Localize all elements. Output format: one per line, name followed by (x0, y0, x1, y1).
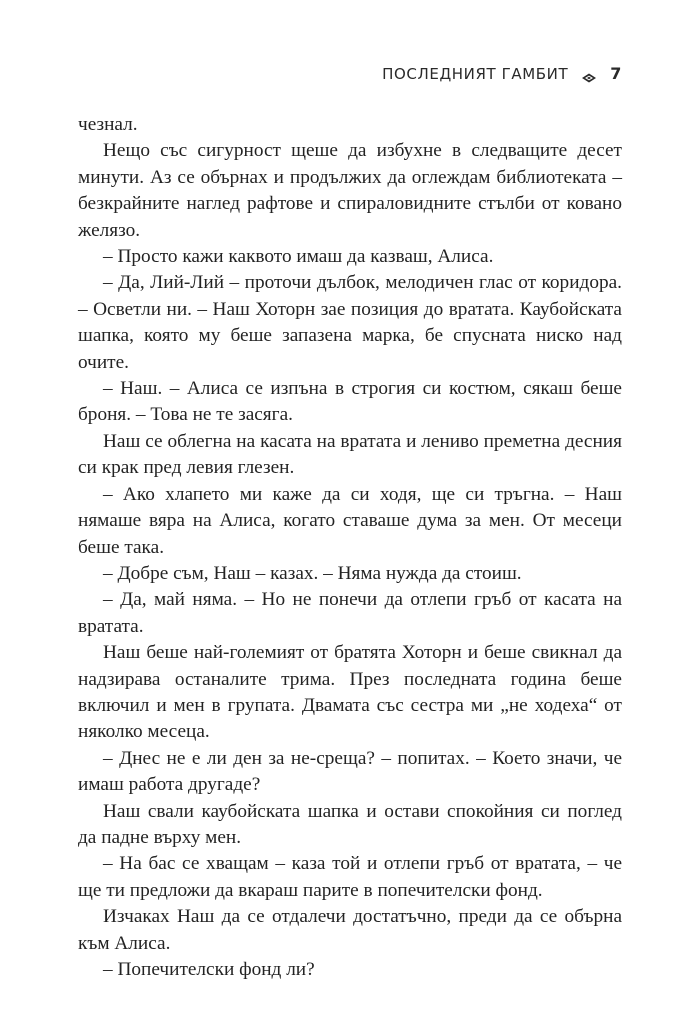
paragraph: – Наш. – Алиса се изпъна в строгия си костюм, сякаш беше броня. – Това не те засяга. (78, 378, 622, 426)
paragraph: – Просто кажи каквото имаш да казваш, Алиса. (103, 246, 494, 268)
running-header (382, 64, 622, 83)
page-number: 7 (610, 64, 622, 83)
paragraph: Наш се облегна на касата на вратата и лениво преметна десния си крак пред левия глезен. (78, 430, 622, 479)
paragraph: – Ако хлапето ми каже да си ходя, ще си тръгна. – Наш нямаше вяра на Алиса, когато ставаше дума за мен. От месеци беше така. (78, 483, 622, 558)
diamond-ornament-icon (582, 69, 596, 79)
paragraph: – Днес не е ли ден за не-среща? – попитах. – Което значи, че имаш работа другаде? (78, 747, 622, 796)
paragraph: – Да, Лий-Лий – проточи дълбок, мелодичен глас от коридора. – Осветли ни. – Наш Хоторн зае позиция до вратата. Каубойската шапка, която му беше запазена марка, бе спусната ниско над очите. (78, 272, 622, 373)
paragraph: – Добре съм, Наш – казах. – Няма нужда да стоиш. (103, 562, 522, 584)
body-text (78, 112, 622, 983)
paragraph: – На бас се хващам – каза той и отлепи гръб от вратата, – че ще ти предложи да вкараш парите в попечителски фонд. (78, 853, 622, 901)
book-title: ПОСЛЕДНИЯТ ГАМБИТ (382, 64, 569, 83)
paragraph: Наш беше най-големият от братята Хоторн и беше свикнал да надзирава останалите трима. През последната година беше включил и мен в групата. Двамата със сестра ми „не ходеха“ от няколко месеца. (78, 642, 622, 743)
paragraph: чезнал. (78, 114, 138, 135)
paragraph: Изчаках Наш да се отдалечи достатъчно, преди да се обърна към Алиса. (78, 906, 622, 954)
paragraph: – Да, май няма. – Но не понечи да отлепи гръб от касата на вратата. (78, 589, 622, 637)
paragraph: Наш свали каубойската шапка и остави спокойния си поглед да падне върху мен. (78, 800, 622, 848)
paragraph: – Попечителски фонд ли? (103, 959, 315, 980)
paragraph: Нещо със сигурност щеше да избухне в следващите десет минути. Аз се обърнах и продължих да оглеждам библиотеката – безкрайните наглед рафтове и спираловидните стълби от ковано желязо. (78, 140, 622, 241)
